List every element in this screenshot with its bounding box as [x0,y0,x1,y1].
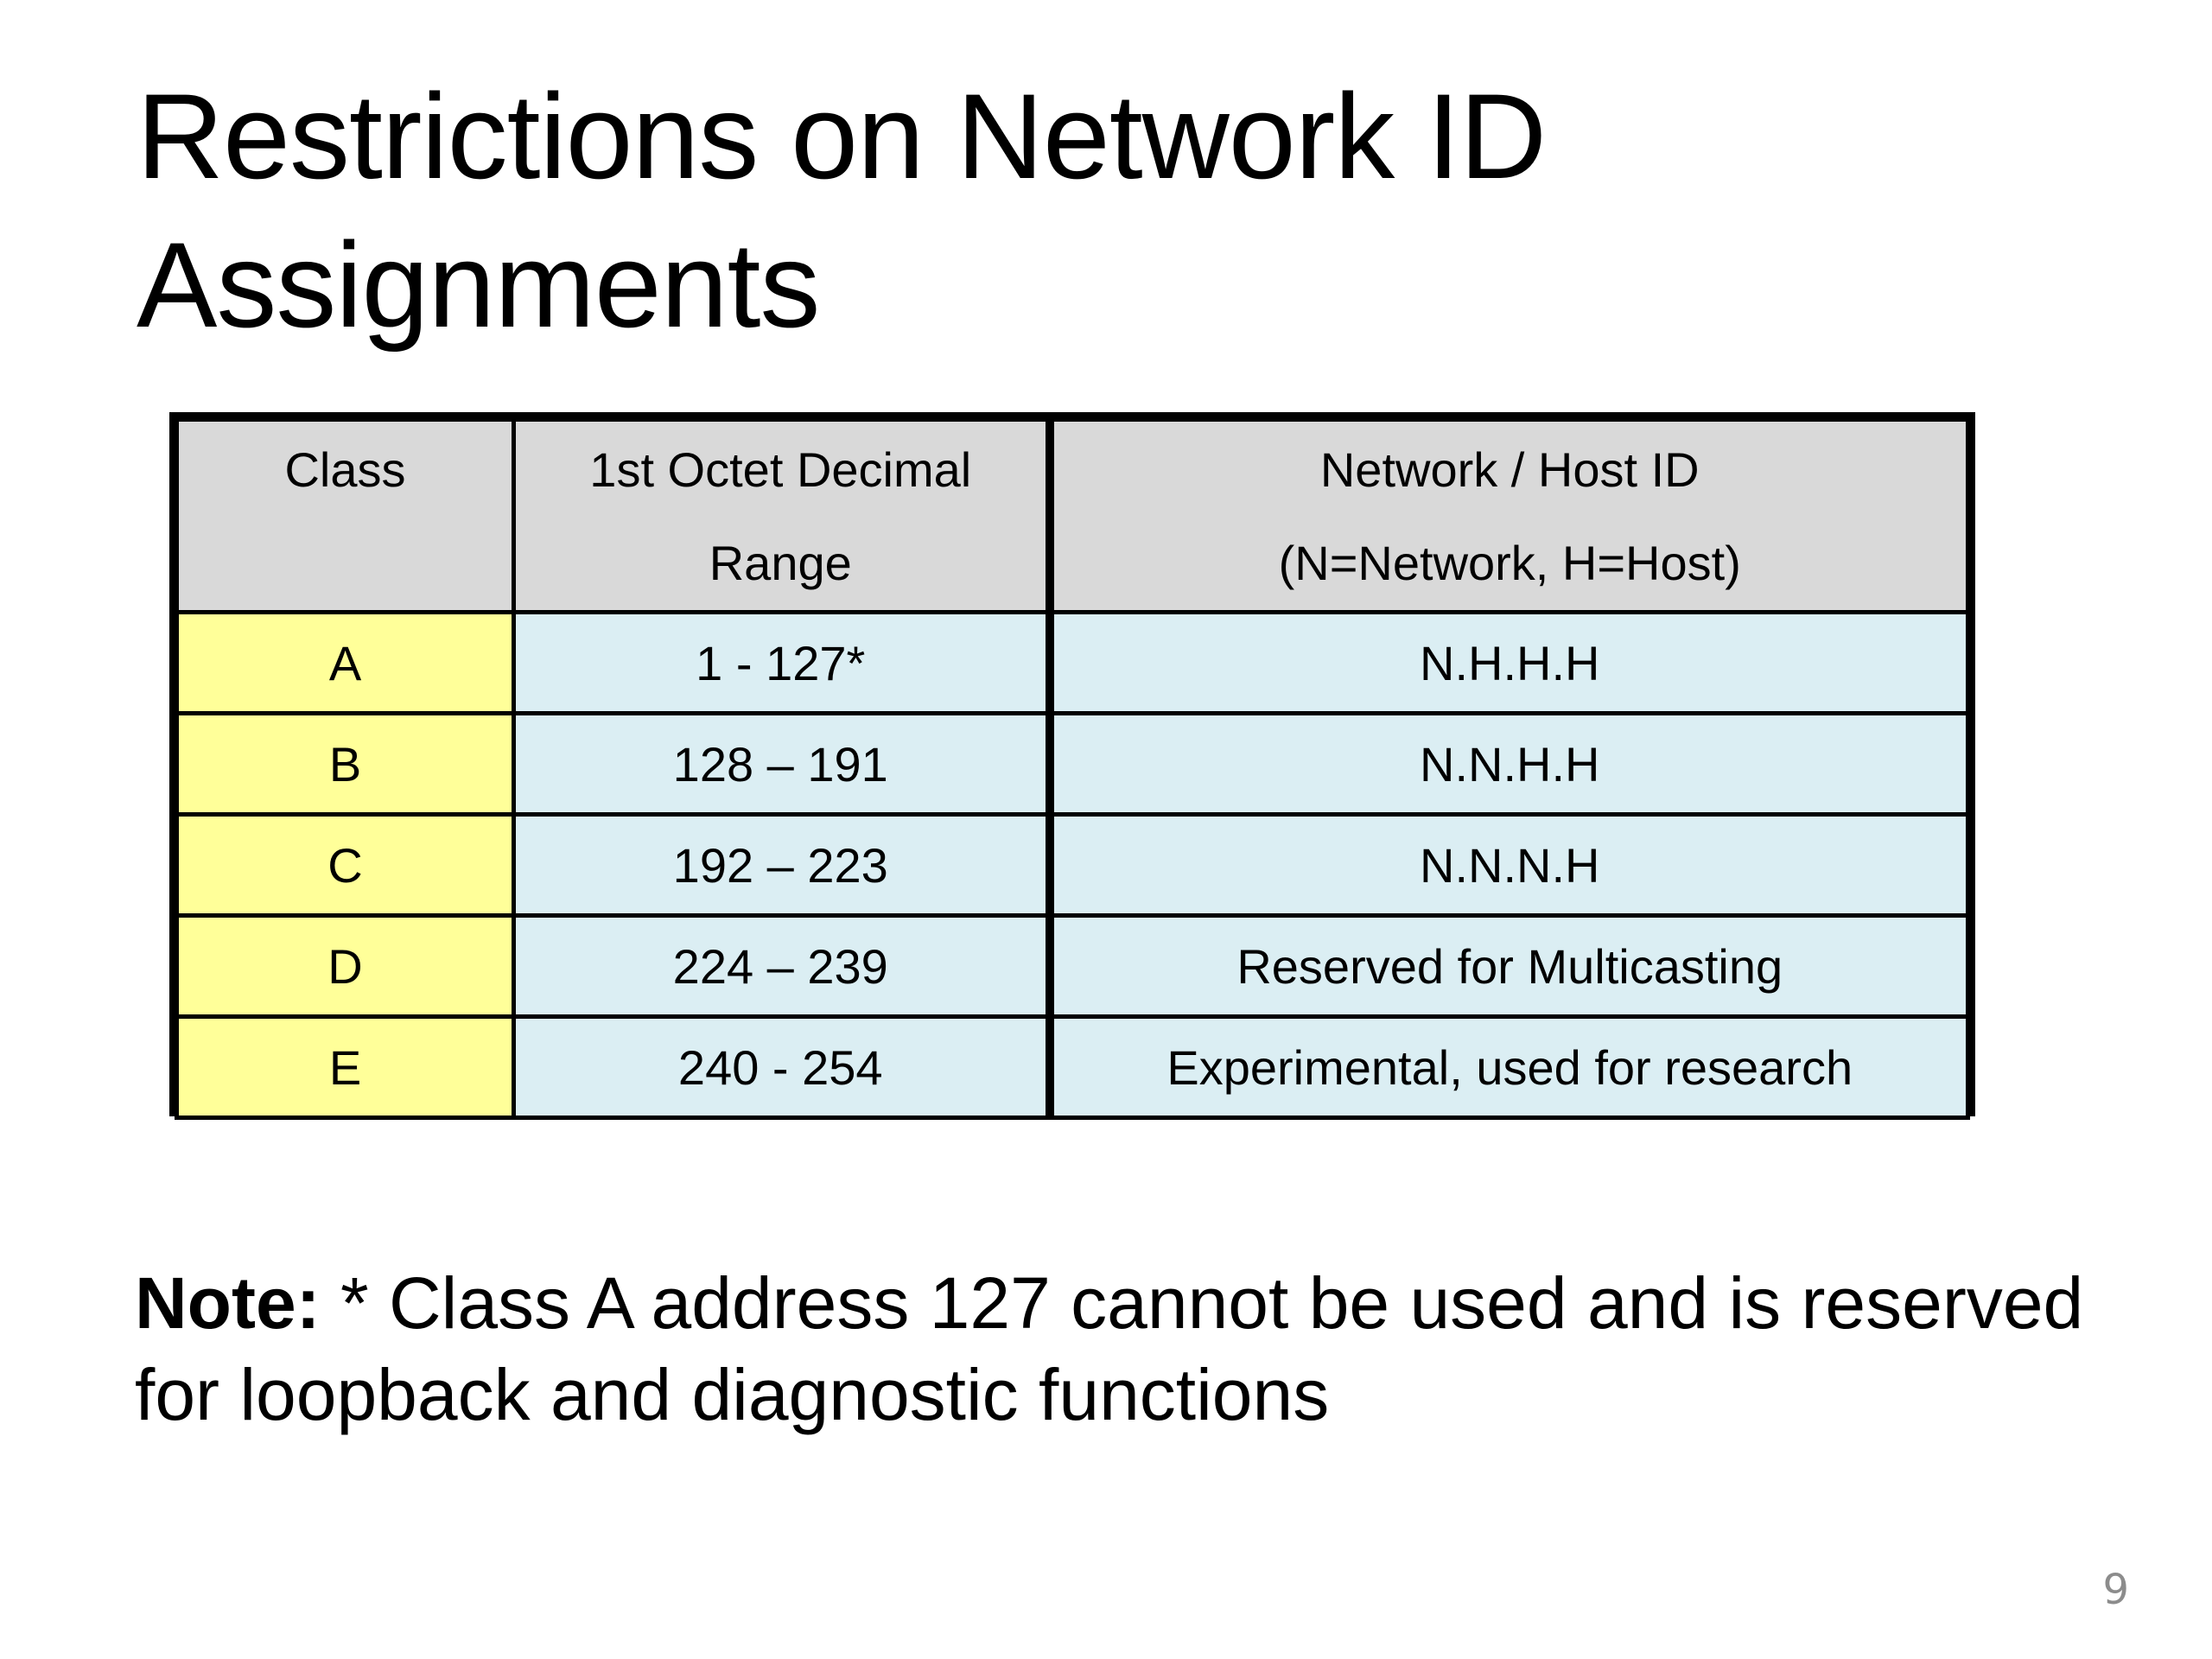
range-cell: 192 – 223 [514,815,1050,916]
footnote [135,1257,2122,1440]
network-host-cell: N.N.N.H [1050,815,1968,916]
header-octet-range-line-1: 1st Octet Decimal [589,442,972,497]
header-network-host-line-1: Network / Host ID [1319,442,1700,497]
header-class-label: Class [284,442,406,497]
table-row [177,815,1968,916]
address-class-table [169,412,1975,1116]
header-network-host [1050,420,1968,613]
table-row [177,1017,1968,1118]
range-cell: 224 – 239 [514,916,1050,1017]
class-cell: D [177,916,514,1017]
slide-title [137,62,2037,359]
address-class-table-grid [175,417,1970,1120]
table-row [177,916,1968,1017]
page-number: 9 [2102,1566,2129,1614]
header-octet-range-line-2: Range [709,536,852,590]
slide-title-line-2: Assignments [137,217,820,353]
range-cell: 240 - 254 [514,1017,1050,1118]
slide-title-line-1: Restrictions on Network ID [137,68,1547,204]
note-text: * Class A address 127 cannot be used and is reserved for loopback and diagnostic functions [135,1262,2084,1435]
network-host-cell: Experimental, used for research [1050,1017,1968,1118]
table-header-row [177,420,1968,613]
header-class [177,420,514,613]
class-cell: C [177,815,514,916]
header-network-host-line-2: (N=Network, H=Host) [1278,536,1741,590]
class-cell: E [177,1017,514,1118]
table-row [177,714,1968,815]
network-host-cell: N.H.H.H [1050,613,1968,714]
range-cell: 1 - 127* [514,613,1050,714]
header-octet-range [514,420,1050,613]
note-label: Note: [135,1262,321,1344]
class-cell: B [177,714,514,815]
network-host-cell: N.N.H.H [1050,714,1968,815]
class-cell: A [177,613,514,714]
table-row [177,613,1968,714]
network-host-cell: Reserved for Multicasting [1050,916,1968,1017]
range-cell: 128 – 191 [514,714,1050,815]
